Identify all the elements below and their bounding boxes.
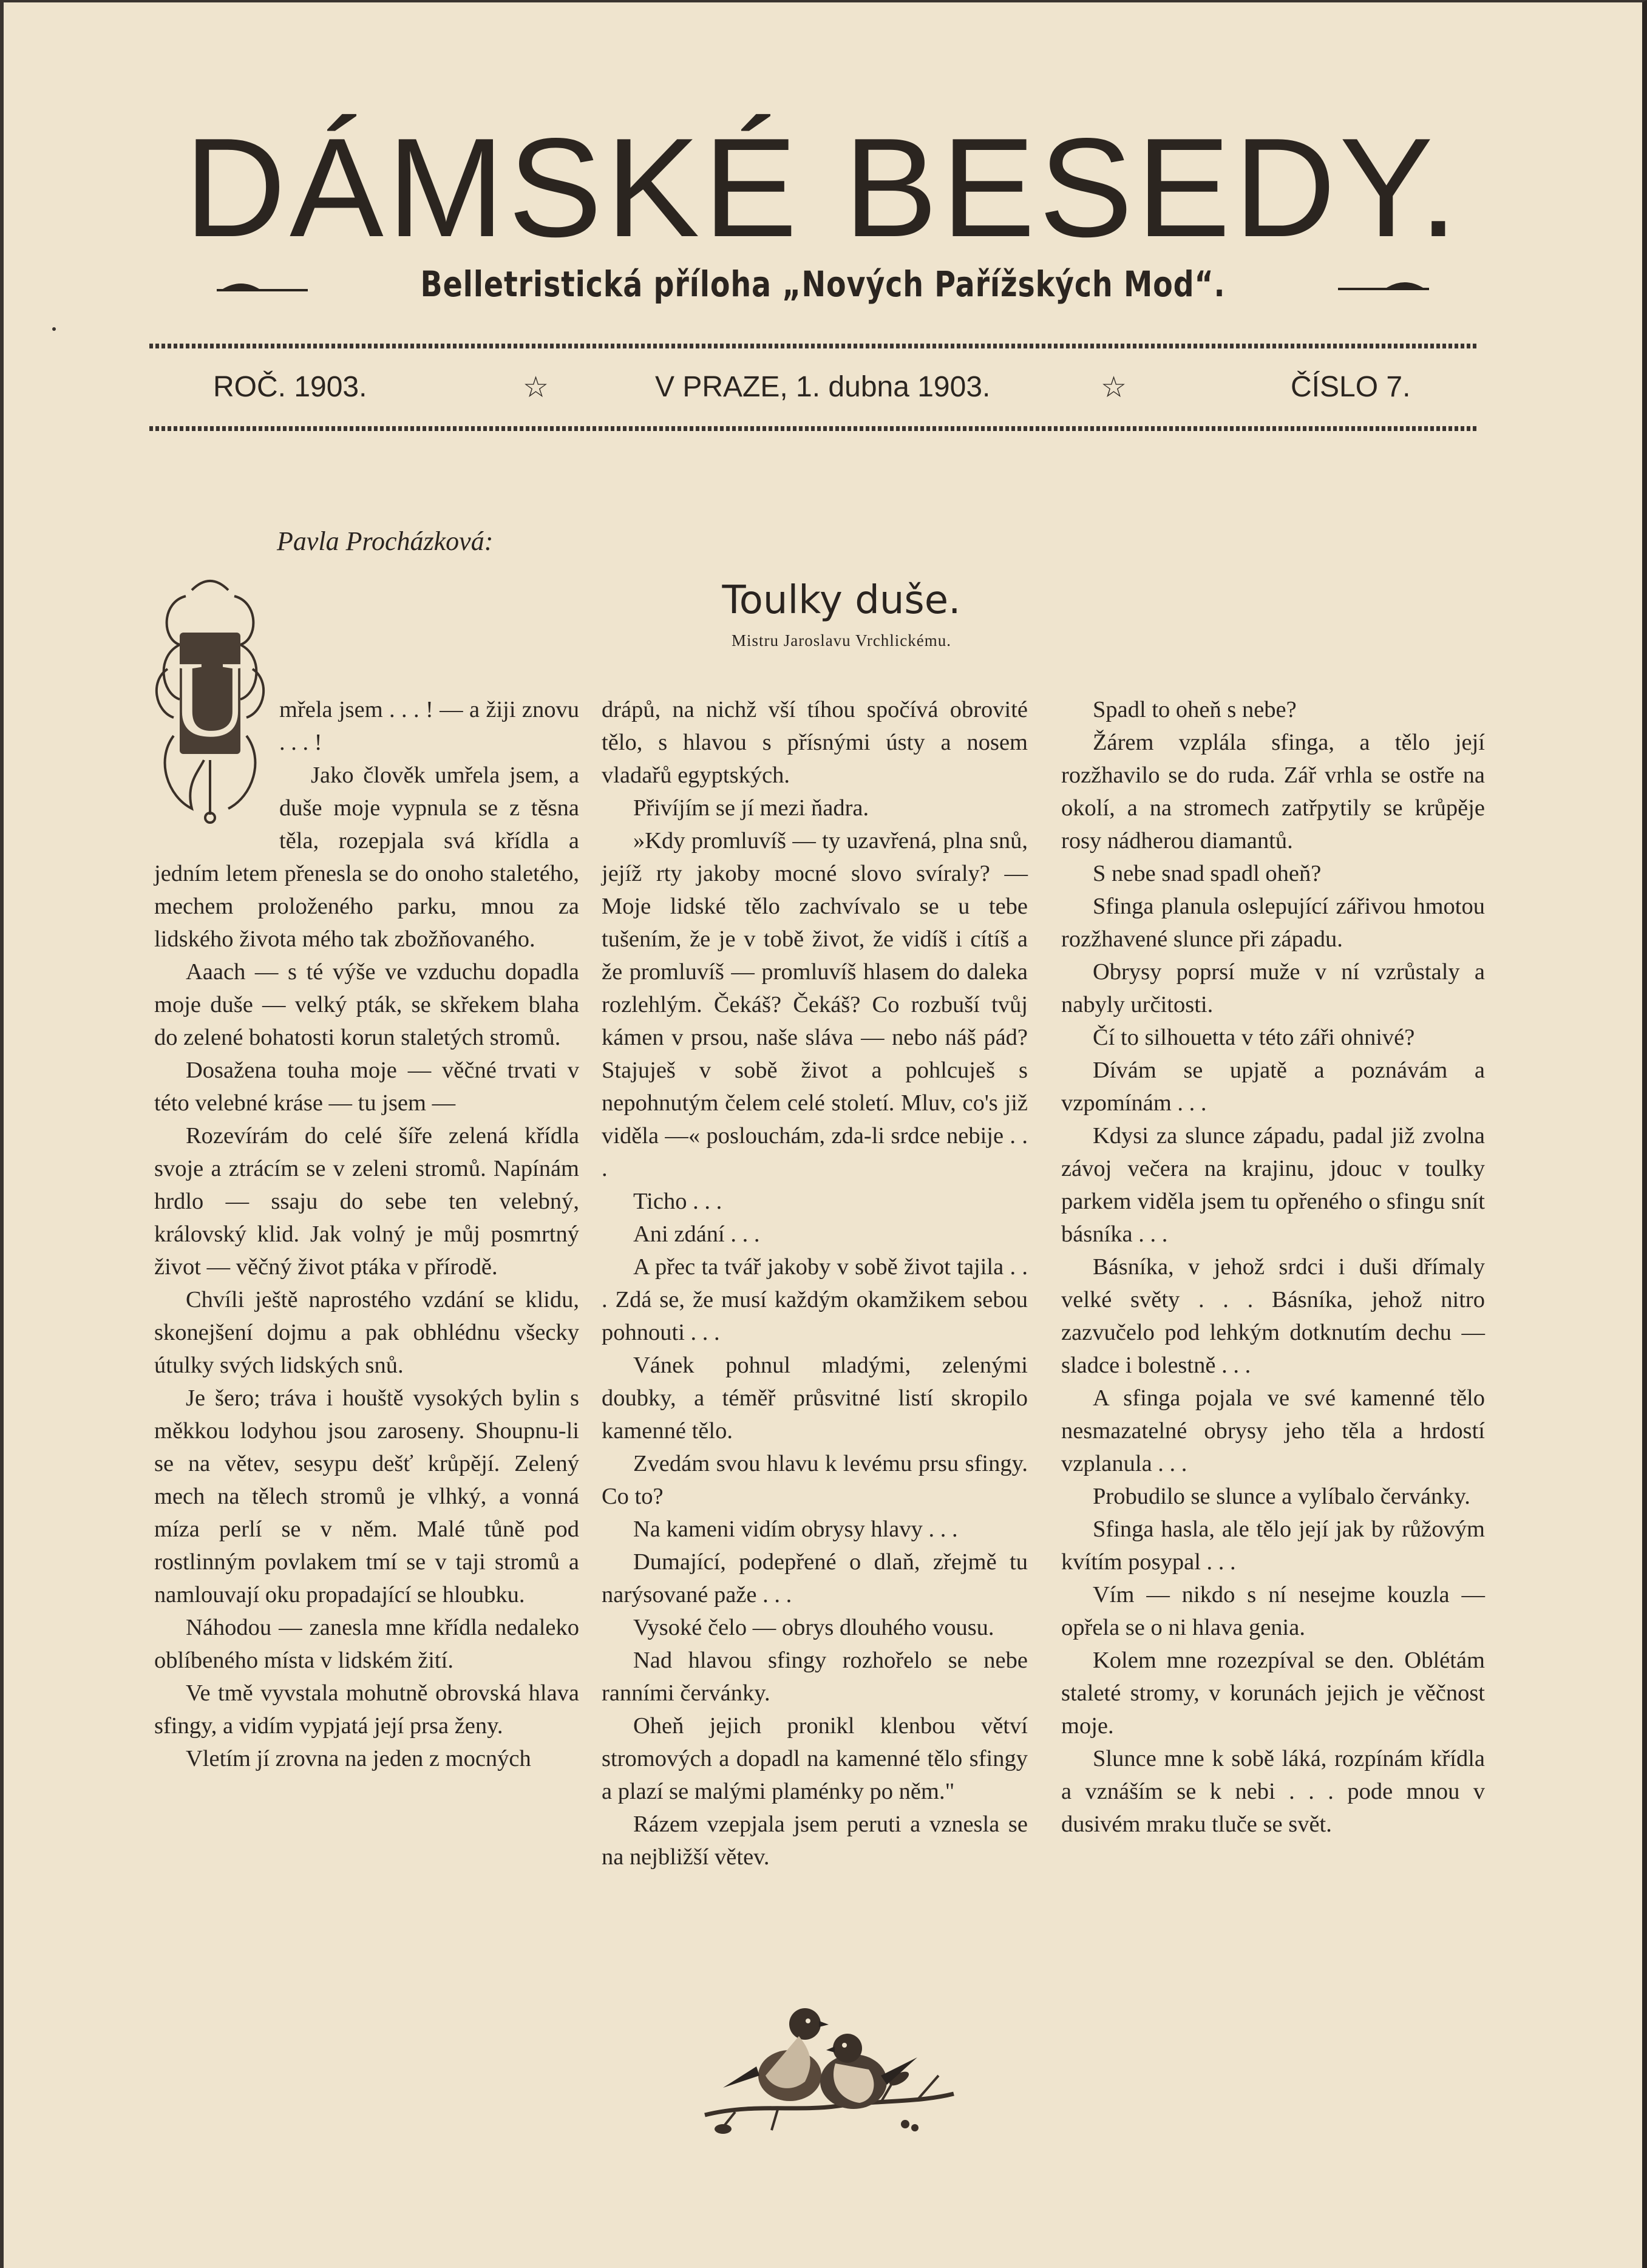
column-3	[1061, 693, 1485, 1841]
ornamental-initial-u-icon	[149, 578, 271, 827]
paragraph: Slunce mne k sobě láká, rozpínám křídla a vznáším se k nebi . . . pode mnou v dusivém mraku tluče se svět.	[1061, 1746, 1485, 1837]
paragraph: Vletím jí zrovna na jeden z mocných	[186, 1746, 531, 1771]
paragraph: »Kdy promluvíš — ty uzavřená, plna snů, jejíž rty jakoby mocné slovo svíraly? — Moje lidské tělo zachvívalo se u tebe tušením, že je v tobě život, že vidíš i cítíš a že promluvíš — promluvíš hlasem do daleka rozlehlým. Čekáš? Čekáš? Co rozbuší tvůj kámen v prsou, naše sláva — nebo náš pád? Stajuješ v sobě život a pohlcuješ s nepohnutým čelem celé století. Mluv, co's již viděla —« poslouchám, zda-li srdce nebije . . .	[602, 828, 1028, 1181]
left-flourish-icon	[217, 277, 308, 291]
top-rule	[149, 344, 1479, 348]
birds-on-branch-icon	[699, 1991, 960, 2142]
star-separator-icon: ☆	[523, 372, 549, 404]
paragraph: drápů, na nichž vší tíhou spočívá obrovité tělo, s hlavou s přísnými ústy a nosem vladařů egyptských.	[602, 697, 1028, 788]
paragraph: Čí to silhouetta v této záři ohnivé?	[1093, 1025, 1415, 1050]
paragraph: A přec ta tvář jakoby v sobě život tajila . . . Zdá se, že musí každým okamžikem sebou pohnouti . . .	[602, 1254, 1028, 1345]
paragraph: Aaach — s té výše ve vzduchu dopadla moje duše — velký pták, se skřekem blaha do zelené bohatosti korun staletých stromů.	[154, 959, 579, 1050]
bottom-rule	[149, 426, 1479, 431]
paragraph: Sfinga hasla, ale tělo její jak by růžovým kvítím posypal . . .	[1061, 1516, 1485, 1575]
paragraph: Básníka, v jehož srdci i duši dřímaly velké světy . . . Básníka, jehož nitro zazvučelo pod lehkým dotknutím dechu — sladce i bolestně . . .	[1061, 1254, 1485, 1378]
paragraph: Je šero; tráva i houště vysokých bylin s měkkou lodyhou jsou zaroseny. Shoupnu-li se na větev, sesypu dešť krůpějí. Zelený mech na tělech stromů je vlhký, a vonná míza perlí se v něm. Malé tůně pod rostlinným povlakem tmí se v taji stromů a namlouvají oku propadající se hloubku.	[154, 1385, 579, 1608]
paragraph: Zvedám svou hlavu k levému prsu sfingy. Co to?	[602, 1451, 1028, 1509]
issue-info-line	[213, 370, 1415, 407]
paragraph: A sfinga pojala ve své kamenné tělo nesmazatelné obrysy jeho těla a hrdostí vzplanula . . .	[1061, 1385, 1485, 1476]
drop-cap-letter: U	[171, 639, 250, 759]
paragraph: Vím — nikdo s ní nesejme kouzla — opřela se o ni hlava genia.	[1061, 1582, 1485, 1640]
paragraph: Žárem vzplála sfinga, a tělo její rozžhavilo se do ruda. Zář vrhla se ostře na okolí, a na stromech zatřpytily se krůpěje rosy nádherou diamantů.	[1061, 730, 1485, 854]
paragraph: mřela jsem . . . ! — a žiji znovu . . . !	[279, 697, 579, 755]
paragraph: Nad hlavou sfingy rozhořelo se nebe ranními červánky.	[602, 1648, 1028, 1706]
right-flourish-icon	[1338, 277, 1429, 291]
column-1-body	[154, 693, 579, 1775]
dedication: Mistru Jaroslavu Vrchlickému.	[731, 631, 952, 650]
paragraph: Ani zdání . . .	[633, 1221, 760, 1247]
paragraph: Oheň jejich pronikl klenbou větví stromových a dopadl na kamenné tělo sfingy a plazí se malými plaménky po něm."	[602, 1713, 1028, 1804]
paragraph: Sfinga planula oslepující zářivou hmotou rozžhavené slunce při západu.	[1061, 894, 1485, 952]
paragraph: Přivíjím se jí mezi ňadra.	[633, 795, 869, 821]
paragraph: Obrysy poprsí muže v ní vzrůstaly a nabyly určitosti.	[1061, 959, 1485, 1017]
paragraph: Na kameni vidím obrysy hlavy . . .	[633, 1516, 958, 1542]
paragraph: Ve tmě vyvstala mohutně obrovská hlava sfingy, a vidím vypjatá její prsa ženy.	[154, 1680, 579, 1739]
article-title: Toulky duše.	[722, 578, 961, 623]
masthead: DÁMSKÉ BESEDY.	[184, 109, 1462, 267]
paragraph: Rázem vzepjala jsem peruti a vznesla se na nejbližší větev.	[602, 1811, 1028, 1870]
ink-speck	[52, 327, 56, 331]
subtitle: Belletristická příloha „Nových Pařížských Mod“.	[420, 263, 1226, 305]
star-separator-icon: ☆	[1101, 372, 1127, 404]
author-byline: Pavla Procházková:	[277, 526, 494, 556]
paragraph: Kdysi za slunce západu, padal již zvolna závoj večera na krajinu, jdouc v toulky parkem viděla jsem tu opřeného o sfingu snít básníka . . .	[1061, 1123, 1485, 1247]
paragraph: Jako člověk umřela jsem, a duše moje vypnula se z těsna těla, rozepjala svá křídla a jedním letem přenesla se do onoho staletého, mechem proloženého parku, mnou za lidského života mého tak zbožňovaného.	[154, 762, 579, 952]
paragraph: Kolem mne rozezpíval se den. Oblétám staleté stromy, v korunách jejich je věčnost moje.	[1061, 1648, 1485, 1739]
paragraph: Vánek pohnul mladými, zelenými doubky, a téměř průsvitné listí skropilo kamenné tělo.	[602, 1353, 1028, 1444]
paragraph: Náhodou — zanesla mne křídla nedaleko oblíbeného místa v lidském žití.	[154, 1615, 579, 1673]
place-date: V PRAZE, 1. dubna 1903.	[655, 371, 991, 403]
paragraph: Ticho . . .	[633, 1189, 722, 1214]
subtitle-row	[4, 263, 1642, 305]
paragraph: Dosažena touha moje — věčné trvati v této velebné kráse — tu jsem —	[154, 1058, 579, 1116]
paragraph: Chvíli ještě naprostého vzdání se klidu, skonejšení dojmu a pak obhlédnu všecky útulky svých lidských snů.	[154, 1287, 579, 1378]
column-2	[602, 693, 1028, 1873]
column-1	[154, 639, 579, 1775]
paragraph: S nebe snad spadl oheň?	[1093, 861, 1322, 886]
paragraph: Dumající, podepřené o dlaň, zřejmě tu narýsované paže . . .	[602, 1549, 1028, 1608]
issue-number: ČÍSLO 7.	[1291, 371, 1411, 403]
paragraph: Spadl to oheň s nebe?	[1093, 697, 1297, 722]
paragraph: Vysoké čelo — obrys dlouhého vousu.	[633, 1615, 994, 1640]
volume-year: ROČ. 1903.	[213, 371, 367, 403]
paragraph: Rozevírám do celé šíře zelená křídla svoje a ztrácím se v zeleni stromů. Napínám hrdlo — ssaju do sebe ten velebný, královský klid. Jak volný je můj posmrtný život — věčný život ptáka v přírodě.	[154, 1123, 579, 1280]
paragraph: Dívám se upjatě a poznávám a vzpomínám . . .	[1061, 1058, 1485, 1116]
paragraph: Probudilo se slunce a vylíbalo červánky.	[1093, 1484, 1470, 1509]
